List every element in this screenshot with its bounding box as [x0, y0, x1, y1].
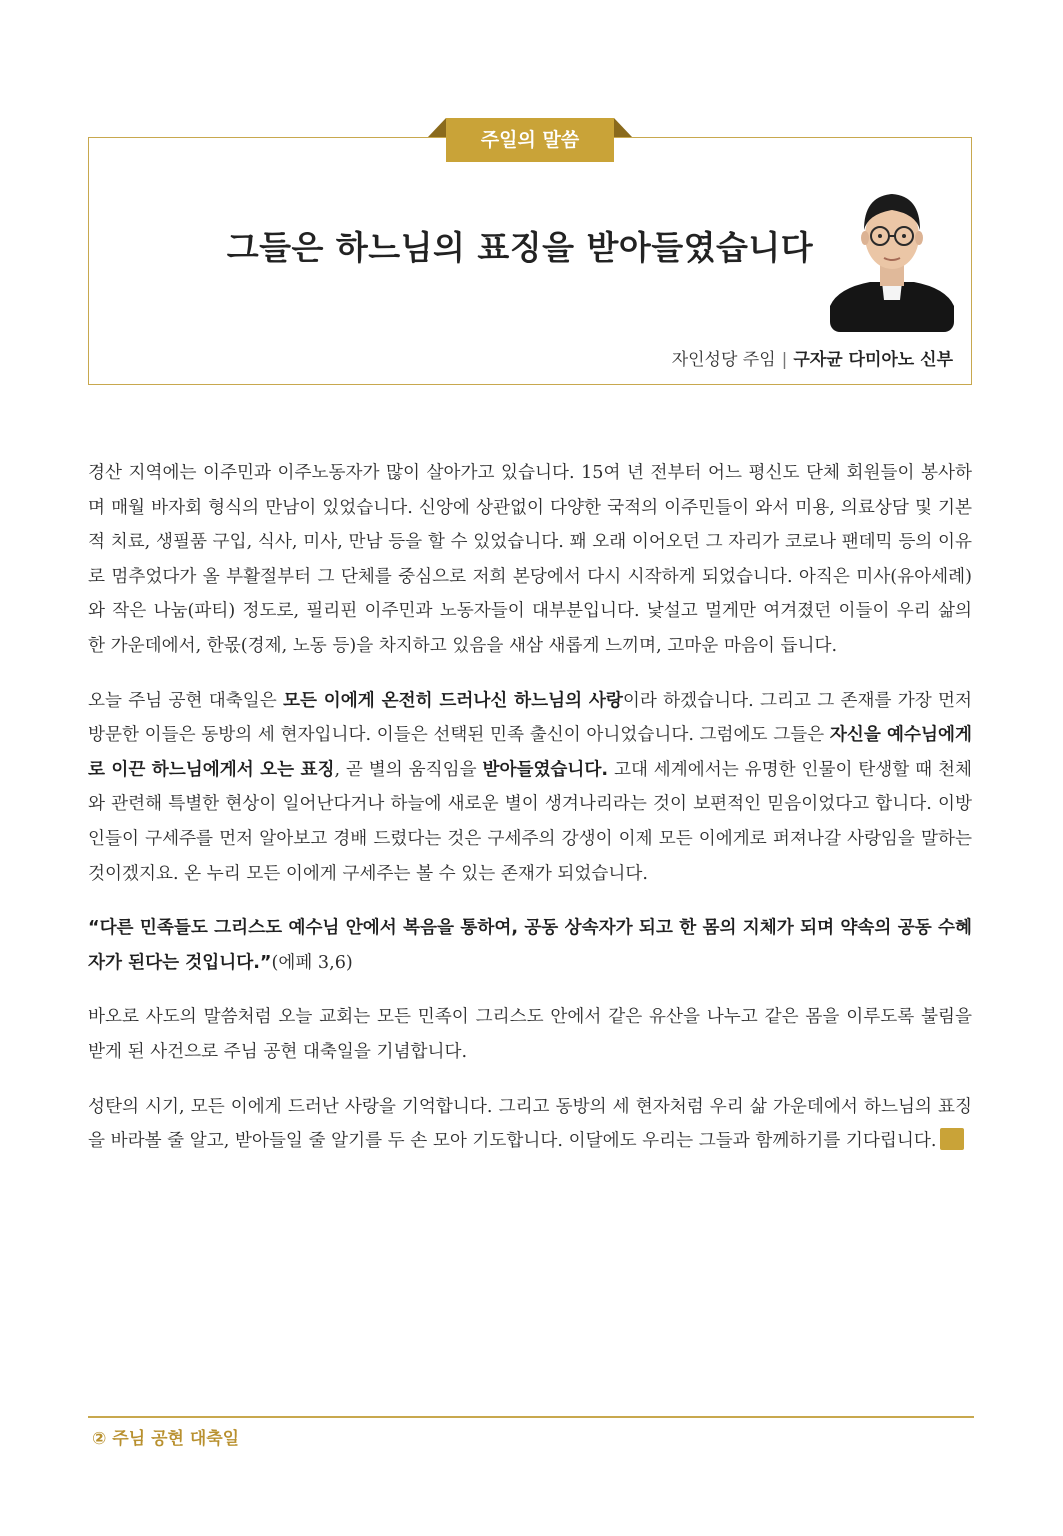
- p2-text-c: 이라 하겠습니다. 그리고 그 존재를 가장 먼저 방문한 이들은 동방의 세 현자입니다. 이들은 선택된 민족 출신이 아니었습니다. 그럼에도 그들은: [88, 690, 973, 746]
- p2-text-g: 고대 세계에서는 유명한 인물이 탄생할 때 천체와 관련해 특별한 현상이 일어난다거나 하늘에 새로운 별이 생겨나리라는 것이 보편적인 믿음이었다고 합니다. 이방인들이 구세주를 먼저 알아보고 경배 드렸다는 것은 구세주의 강생이 이제 모든 이에게로 퍼져나갈 사랑임을 말하는 것이겠지요. 온 누리 모든 이에게 구세주는 볼 수 있는 존재가 되었습니다.: [88, 759, 972, 884]
- scripture-quote: [88, 911, 972, 980]
- byline-separator: |: [781, 350, 788, 370]
- page-title: 그들은 하느님의 표징을 받아들였습니다: [226, 228, 814, 267]
- paragraph-5: [88, 1090, 972, 1159]
- author-affiliation: 자인성당 주임: [671, 350, 776, 370]
- end-mark-icon: [940, 1128, 964, 1150]
- quote-text: “다른 민족들도 그리스도 예수님 안에서 복음을 통하여, 공동 상속자가 되고 한 몸의 지체가 되며 약속의 공동 수혜자가 된다는 것입니다.”: [88, 918, 972, 973]
- p2-text-a: 오늘 주님 공현 대축일은: [88, 690, 284, 711]
- p2-emphasis-1: 모든 이에게 온전히 드러나신 하느님의 사랑: [283, 690, 623, 711]
- author-name: 구자균 다미아노 신부: [793, 350, 953, 370]
- footer-page-label: ② 주님 공현 대축일: [92, 1429, 240, 1449]
- author-byline: [672, 345, 953, 370]
- p2-text-e: , 곧 별의 움직임을: [334, 759, 483, 780]
- paragraph-4: 바오로 사도의 말씀처럼 오늘 교회는 모든 민족이 그리스도 안에서 같은 유산을 나누고 같은 몸을 이루도록 불림을 받게 된 사건으로 주님 공현 대축일을 기념합니다.: [88, 1007, 972, 1062]
- p5-text: 성탄의 시기, 모든 이에게 드러난 사랑을 기억합니다. 그리고 동방의 세 현자처럼 우리 삶 가운데에서 하느님의 표징을 바라볼 줄 알고, 받아들일 줄 알기를 두 손 모아 기도합니다. 이달에도 우리는 그들과 함께하기를 기다립니다.: [88, 1096, 972, 1152]
- footer-divider: [88, 1416, 974, 1418]
- article-body: [88, 456, 972, 1179]
- paragraph-1: 경산 지역에는 이주민과 이주노동자가 많이 살아가고 있습니다. 15여 년 전부터 어느 평신도 단체 회원들이 봉사하며 매월 바자회 형식의 만남이 있었습니다. 신앙에 상관없이 다양한 국적의 이주민들이 와서 미용, 의료상담 및 기본적 치료, 생필품 구입, 식사, 미사, 만남 등을 할 수 있었습니다. 꽤 오래 이어오던 그 자리가 코로나 팬데믹 등의 이유로 멈추었다가 올 부활절부터 그 단체를 중심으로 저희 본당에서 다시 시작하게 되었습니다. 아직은 미사(유아세례)와 작은 나눔(파티) 정도로, 필리핀 이주민과 노동자들이 대부분입니다. 낯설고 멀게만 여겨졌던 이들이 우리 삶의 한 가운데에서, 한몫(경제, 노동 등)을 차지하고 있음을 새삼 새롭게 느끼며, 고마운 마음이 듭니다.: [88, 463, 972, 656]
- p2-emphasis-3: 받아들였습니다.: [482, 759, 609, 780]
- quote-reference: (에페 3,6): [271, 952, 353, 973]
- section-tag-label: 주일의 말씀: [480, 129, 580, 151]
- paragraph-2: [88, 684, 972, 892]
- p2-emphasis-2: 자신을 예수님에게로 이끈 하느님에게서 오는 표징: [88, 725, 972, 780]
- author-portrait: [830, 178, 954, 332]
- section-tag: [428, 118, 632, 164]
